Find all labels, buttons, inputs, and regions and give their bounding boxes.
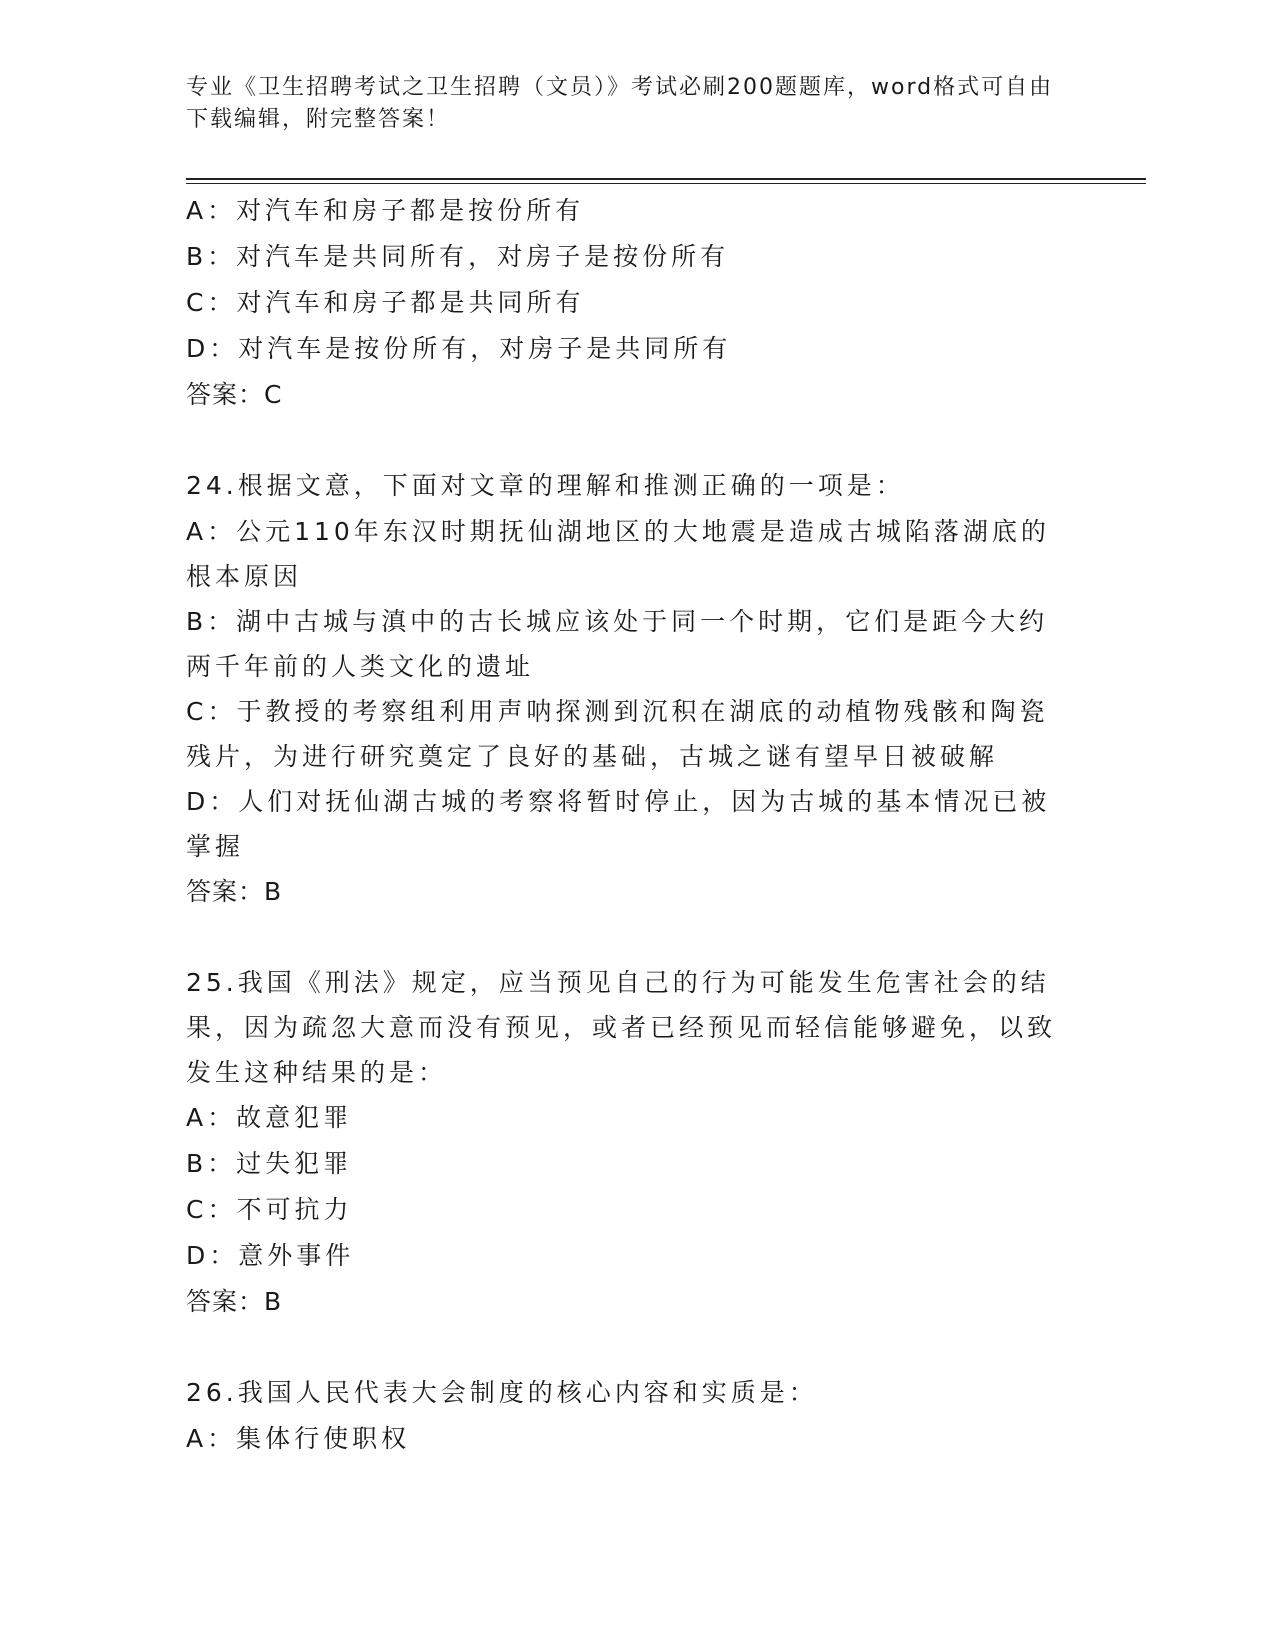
option-a: A：集体行使职权 bbox=[186, 1424, 411, 1453]
option-b: B：对汽车是共同所有，对房子是按份所有 bbox=[186, 242, 730, 271]
option-a: A：故意犯罪 bbox=[186, 1103, 353, 1132]
option-b: B：湖中古城与滇中的古长城应该处于同一个时期，它们是距今大约两千年前的人类文化的遗址 bbox=[186, 607, 1049, 681]
document-header: 专业《卫生招聘考试之卫生招聘（文员）》考试必刷200题题库，word格式可自由下载编辑，附完整答案！ bbox=[186, 75, 1054, 132]
question-24 bbox=[186, 463, 1066, 915]
option-d: D：意外事件 bbox=[186, 1241, 355, 1270]
question-text: 25.我国《刑法》规定，应当预见自己的行为可能发生危害社会的结果，因为疏忽大意而没有预见，或者已经预见而轻信能够避免，以致发生这种结果的是： bbox=[186, 968, 1057, 1087]
question-23 bbox=[186, 188, 1066, 418]
option-d: D：对汽车是按份所有，对房子是共同所有 bbox=[186, 334, 732, 363]
answer: 答案：B bbox=[186, 1287, 283, 1316]
answer: 答案：C bbox=[186, 380, 283, 409]
question-content bbox=[186, 188, 1066, 1462]
option-c: C：不可抗力 bbox=[186, 1195, 353, 1224]
option-b: B：过失犯罪 bbox=[186, 1149, 353, 1178]
option-c: C：于教授的考察组利用声呐探测到沉积在湖底的动植物残骸和陶瓷残片，为进行研究奠定了良好的基础，古城之谜有望早日被破解 bbox=[186, 697, 1049, 771]
header-rule-thin bbox=[186, 183, 1146, 184]
option-a: A：对汽车和房子都是按份所有 bbox=[186, 196, 585, 225]
question-text: 24.根据文意，下面对文章的理解和推测正确的一项是： bbox=[186, 471, 905, 500]
header-rule-thick bbox=[186, 178, 1146, 180]
answer: 答案：B bbox=[186, 877, 283, 906]
option-d: D：人们对抚仙湖古城的考察将暂时停止，因为古城的基本情况已被掌握 bbox=[186, 787, 1051, 861]
question-text: 26.我国人民代表大会制度的核心内容和实质是： bbox=[186, 1378, 818, 1407]
option-a: A：公元110年东汉时期抚仙湖地区的大地震是造成古城陷落湖底的根本原因 bbox=[186, 517, 1050, 591]
option-c: C：对汽车和房子都是共同所有 bbox=[186, 288, 585, 317]
question-25 bbox=[186, 960, 1066, 1325]
question-26 bbox=[186, 1370, 1066, 1462]
